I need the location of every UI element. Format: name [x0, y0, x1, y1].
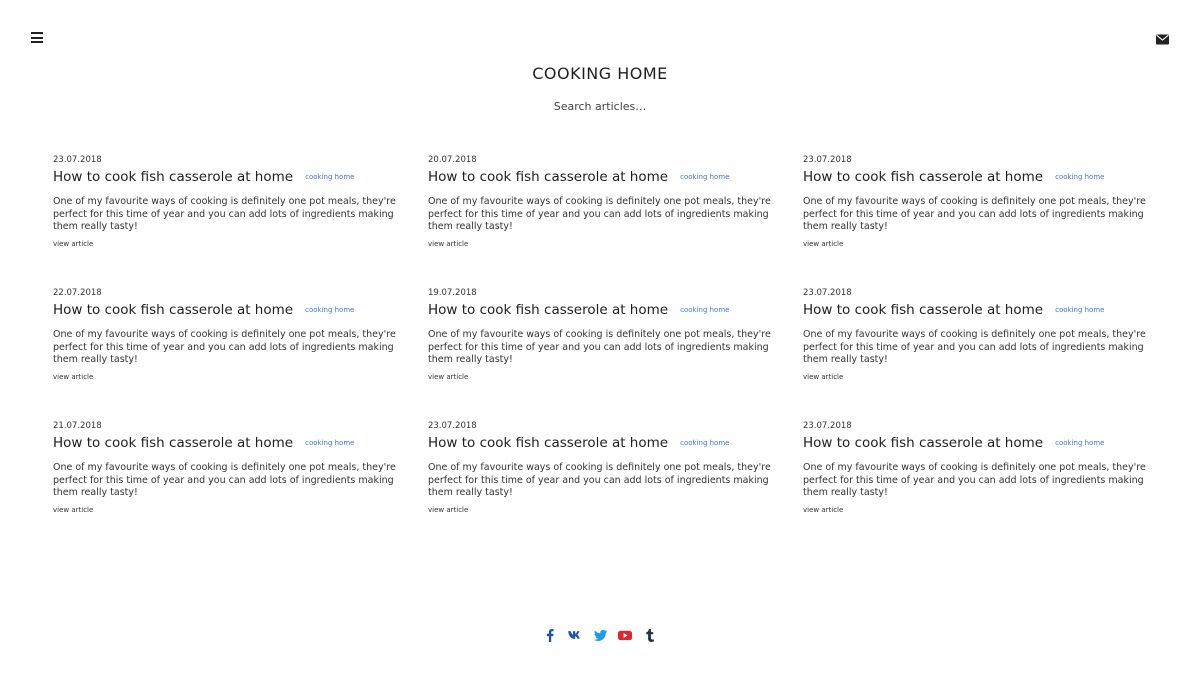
article-head [53, 300, 398, 320]
article-tag[interactable]: cooking home [1055, 439, 1105, 447]
article-head [428, 300, 773, 320]
article-date: 23.07.2018 [803, 288, 852, 298]
article-tag[interactable]: cooking home [680, 173, 730, 181]
article-tag[interactable]: cooking home [680, 306, 730, 314]
article-excerpt: One of my favourite ways of cooking is definitely one pot meals, they're perfect for this time of year and you can add lots of ingredients making them really tasty! [53, 462, 396, 498]
article-card [53, 154, 398, 287]
article-head [428, 433, 773, 453]
view-article-link[interactable]: view article [428, 505, 469, 514]
tumblr-icon[interactable] [643, 628, 657, 642]
article-title[interactable]: How to cook fish casserole at home [803, 435, 1044, 451]
article-date: 23.07.2018 [803, 155, 852, 165]
article-head [803, 433, 1148, 453]
article-date: 23.07.2018 [428, 421, 477, 431]
article-card [803, 287, 1148, 420]
article-tag[interactable]: cooking home [680, 439, 730, 447]
article-card [803, 420, 1148, 553]
site-title: COOKING HOME [532, 64, 668, 83]
view-article-link[interactable]: view article [803, 372, 844, 381]
article-date: 19.07.2018 [428, 288, 477, 298]
hamburger-menu-icon[interactable] [31, 32, 43, 43]
facebook-icon[interactable] [543, 628, 557, 642]
article-tag[interactable]: cooking home [305, 439, 355, 447]
articles-grid [53, 154, 1173, 553]
article-card [428, 287, 773, 420]
article-head [428, 167, 773, 187]
envelope-icon[interactable] [1156, 30, 1169, 41]
article-title[interactable]: How to cook fish casserole at home [803, 302, 1044, 318]
article-title[interactable]: How to cook fish casserole at home [428, 435, 669, 451]
view-article-link[interactable]: view article [53, 239, 94, 248]
article-card [428, 154, 773, 287]
article-date: 20.07.2018 [428, 155, 477, 165]
article-card [53, 420, 398, 553]
social-links [0, 628, 1200, 642]
view-article-link[interactable]: view article [428, 239, 469, 248]
view-article-link[interactable]: view article [53, 372, 94, 381]
article-head [53, 433, 398, 453]
article-date: 23.07.2018 [53, 155, 102, 165]
article-date: 22.07.2018 [53, 288, 102, 298]
search-input[interactable] [500, 97, 700, 115]
article-excerpt: One of my favourite ways of cooking is definitely one pot meals, they're perfect for this time of year and you can add lots of ingredients making them really tasty! [803, 196, 1146, 232]
view-article-link[interactable]: view article [53, 505, 94, 514]
article-excerpt: One of my favourite ways of cooking is definitely one pot meals, they're perfect for this time of year and you can add lots of ingredients making them really tasty! [428, 329, 771, 365]
view-article-link[interactable]: view article [803, 239, 844, 248]
article-head [803, 300, 1148, 320]
article-tag[interactable]: cooking home [305, 306, 355, 314]
article-tag[interactable]: cooking home [305, 173, 355, 181]
article-title[interactable]: How to cook fish casserole at home [53, 169, 294, 185]
article-excerpt: One of my favourite ways of cooking is definitely one pot meals, they're perfect for this time of year and you can add lots of ingredients making them really tasty! [428, 462, 771, 498]
article-head [53, 167, 398, 187]
article-tag[interactable]: cooking home [1055, 306, 1105, 314]
article-date: 23.07.2018 [803, 421, 852, 431]
twitter-icon[interactable] [593, 628, 607, 642]
article-excerpt: One of my favourite ways of cooking is definitely one pot meals, they're perfect for this time of year and you can add lots of ingredients making them really tasty! [53, 196, 396, 232]
article-title[interactable]: How to cook fish casserole at home [428, 302, 669, 318]
article-title[interactable]: How to cook fish casserole at home [53, 435, 294, 451]
article-excerpt: One of my favourite ways of cooking is definitely one pot meals, they're perfect for this time of year and you can add lots of ingredients making them really tasty! [53, 329, 396, 365]
article-title[interactable]: How to cook fish casserole at home [803, 169, 1044, 185]
article-tag[interactable]: cooking home [1055, 173, 1105, 181]
vk-icon[interactable] [568, 628, 582, 642]
article-card [803, 154, 1148, 287]
article-title[interactable]: How to cook fish casserole at home [53, 302, 294, 318]
article-title[interactable]: How to cook fish casserole at home [428, 169, 669, 185]
view-article-link[interactable]: view article [428, 372, 469, 381]
article-excerpt: One of my favourite ways of cooking is definitely one pot meals, they're perfect for this time of year and you can add lots of ingredients making them really tasty! [803, 329, 1146, 365]
article-card [428, 420, 773, 553]
article-excerpt: One of my favourite ways of cooking is definitely one pot meals, they're perfect for this time of year and you can add lots of ingredients making them really tasty! [428, 196, 771, 232]
article-excerpt: One of my favourite ways of cooking is definitely one pot meals, they're perfect for this time of year and you can add lots of ingredients making them really tasty! [803, 462, 1146, 498]
view-article-link[interactable]: view article [803, 505, 844, 514]
youtube-icon[interactable] [618, 628, 632, 642]
article-card [53, 287, 398, 420]
article-date: 21.07.2018 [53, 421, 102, 431]
article-head [803, 167, 1148, 187]
